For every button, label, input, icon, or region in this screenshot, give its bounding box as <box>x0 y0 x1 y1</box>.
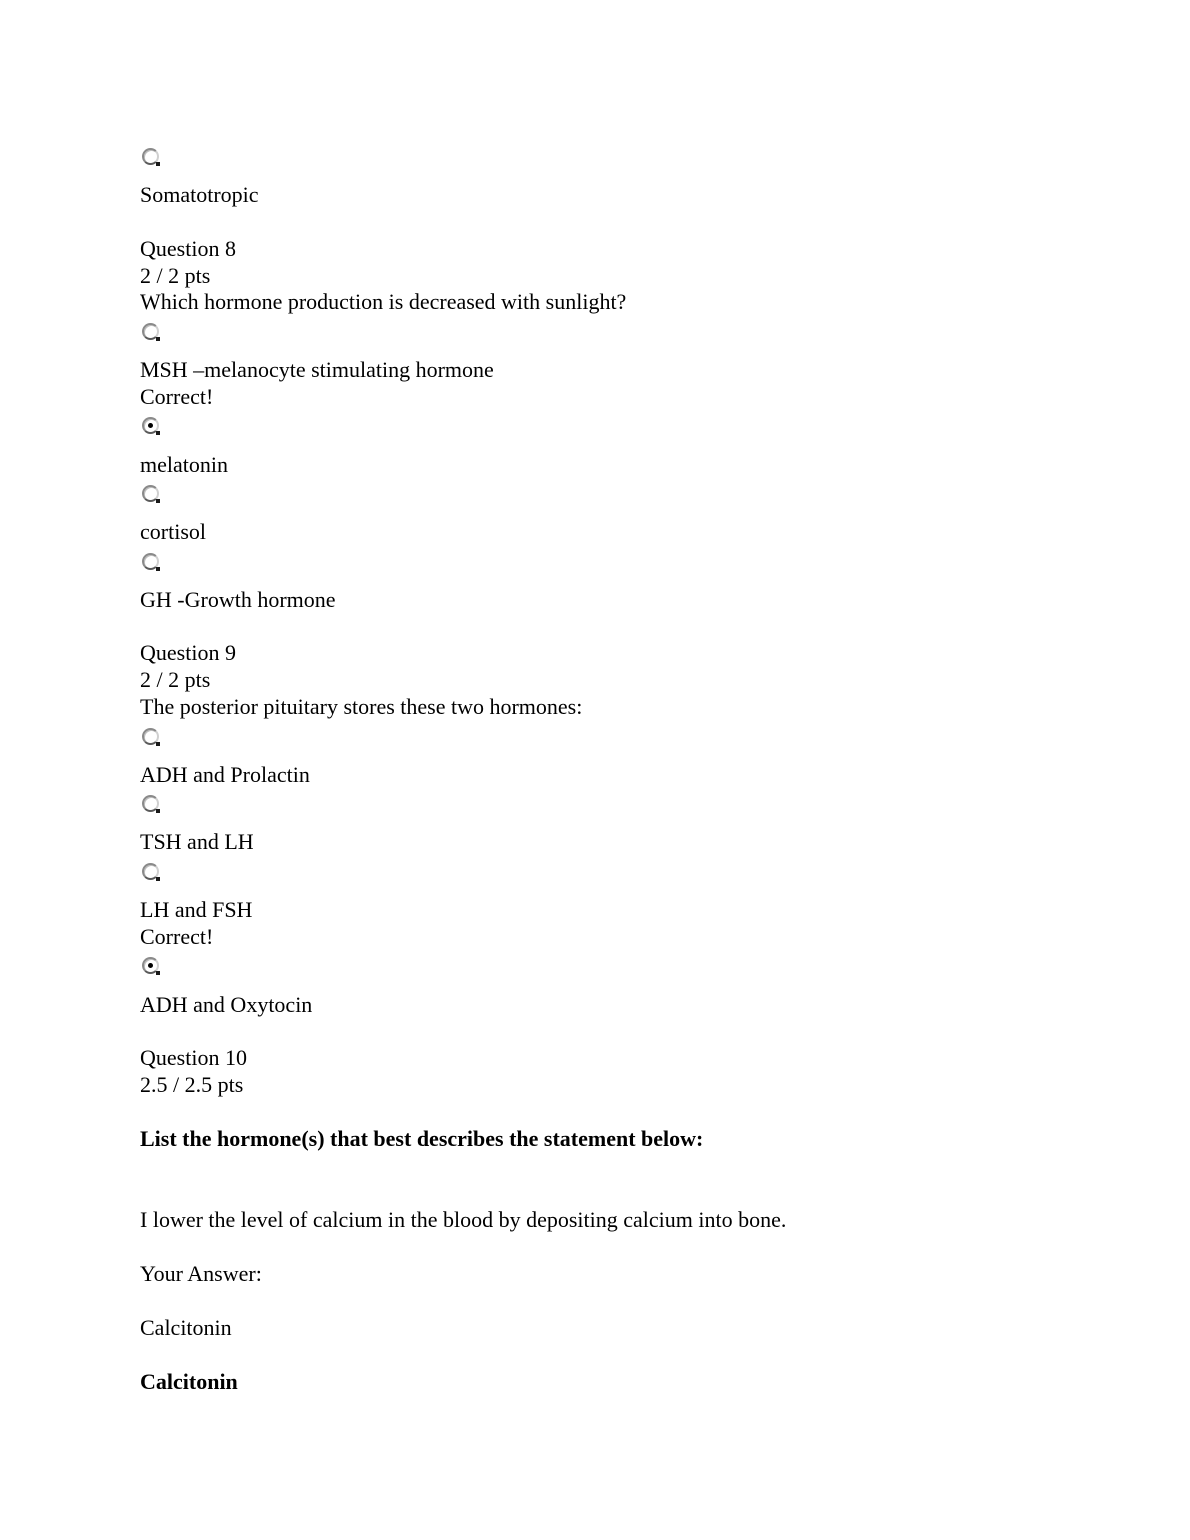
answer-radio-somatotropic[interactable] <box>142 148 159 165</box>
question-10-statement: I lower the level of calcium in the blood by depositing calcium into bone. <box>140 1207 787 1232</box>
answer-radio-cortisol[interactable] <box>142 485 159 502</box>
correct-label: Correct! <box>140 924 214 949</box>
selected-dot-icon <box>148 963 153 968</box>
question-10-points: 2.5 / 2.5 pts <box>140 1072 244 1097</box>
correct-answer-value: Calcitonin <box>140 1369 238 1394</box>
answer-radio-tsh-lh[interactable] <box>142 795 159 812</box>
answer-radio-adh-oxytocin[interactable] <box>142 957 159 974</box>
answer-radio-lh-fsh[interactable] <box>142 863 159 880</box>
answer-text-tsh-lh: TSH and LH <box>140 829 254 854</box>
question-8-prompt: Which hormone production is decreased with sunlight? <box>140 289 627 314</box>
answer-text-adh-oxytocin: ADH and Oxytocin <box>140 992 313 1017</box>
answer-text-msh: MSH –melanocyte stimulating hormone <box>140 357 494 382</box>
question-9-title: Question 9 <box>140 640 236 665</box>
question-8-title: Question 8 <box>140 236 236 261</box>
answer-radio-msh[interactable] <box>142 323 159 340</box>
your-answer-value: Calcitonin <box>140 1315 232 1340</box>
question-9-prompt: The posterior pituitary stores these two hormones: <box>140 694 583 719</box>
answer-radio-melatonin[interactable] <box>142 417 159 434</box>
question-9-points: 2 / 2 pts <box>140 667 211 692</box>
question-10-title: Question 10 <box>140 1045 247 1070</box>
answer-text-gh: GH -Growth hormone <box>140 587 336 612</box>
answer-text-adh-prolactin: ADH and Prolactin <box>140 762 310 787</box>
your-answer-label: Your Answer: <box>140 1261 262 1286</box>
answer-radio-gh[interactable] <box>142 553 159 570</box>
answer-text-cortisol: cortisol <box>140 519 206 544</box>
selected-dot-icon <box>148 423 153 428</box>
answer-text-lh-fsh: LH and FSH <box>140 897 253 922</box>
answer-text-somatotropic: Somatotropic <box>140 182 259 207</box>
answer-radio-adh-prolactin[interactable] <box>142 728 159 745</box>
question-8-points: 2 / 2 pts <box>140 263 211 288</box>
correct-label: Correct! <box>140 384 214 409</box>
answer-text-melatonin: melatonin <box>140 452 228 477</box>
question-10-instruction: List the hormone(s) that best describes the statement below: <box>140 1126 704 1151</box>
